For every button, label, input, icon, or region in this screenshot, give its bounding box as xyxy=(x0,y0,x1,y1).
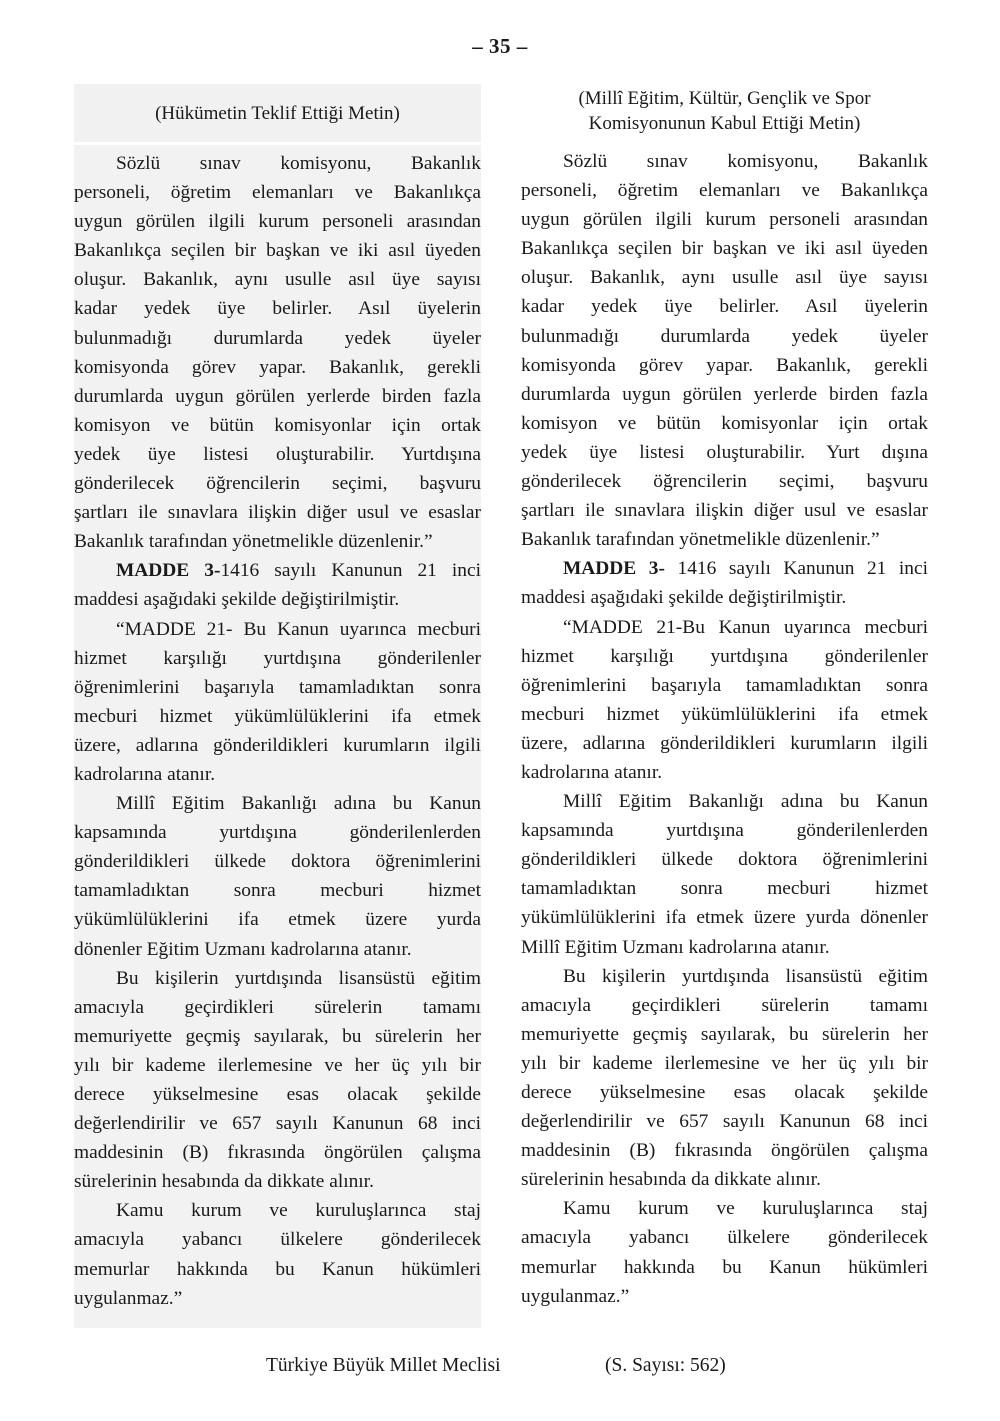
text-line xyxy=(521,1049,928,1078)
text-line xyxy=(521,816,928,845)
line-text: uygun görülen ilgili kurum personeli arasından xyxy=(74,211,481,233)
line-text: komisyon ve bütün komisyonlar için ortak xyxy=(521,412,928,434)
text-line xyxy=(521,1020,928,1049)
line-text: öğrenimlerini başarıyla tamamladıktan sonra xyxy=(74,676,481,698)
text-line xyxy=(74,1022,481,1051)
text-line xyxy=(74,469,481,498)
text-line xyxy=(74,1225,481,1254)
text-line xyxy=(521,1223,928,1252)
text-line xyxy=(74,440,481,469)
line-text: maddesinin (B) fıkrasında öngörülen çalışma xyxy=(521,1140,928,1162)
text-line xyxy=(74,527,481,556)
text-line xyxy=(521,525,928,554)
line-text: derece yükselmesine esas olacak şekilde xyxy=(74,1084,481,1105)
text-line xyxy=(521,467,928,496)
text-line xyxy=(74,935,481,964)
line-text: Millî Eğitim Uzmanı kadrolarına atanır. xyxy=(521,936,830,958)
line-text: derece yükselmesine esas olacak şekilde xyxy=(521,1082,928,1103)
line-text: mecburi hizmet yükümlülüklerini ifa etmek xyxy=(521,703,928,725)
line-text: şartları ile sınavlara ilişkin diğer usul ve esaslar xyxy=(74,502,481,524)
text-line xyxy=(521,380,928,409)
line-text: hizmet karşılığı yurtdışına gönderilenler xyxy=(521,645,928,667)
text-line xyxy=(521,903,928,932)
text-line xyxy=(521,438,928,467)
text-line xyxy=(74,498,481,527)
page-number: – 35 – xyxy=(472,34,528,58)
text-line xyxy=(521,409,928,438)
text-line xyxy=(74,556,481,585)
line-text: komisyonda görev yapar. Bakanlık, gerekli xyxy=(521,354,928,376)
text-line xyxy=(74,1051,481,1080)
text-line xyxy=(521,758,928,787)
line-text: komisyon ve bütün komisyonlar için ortak xyxy=(74,414,481,436)
text-line xyxy=(74,818,481,847)
text-line xyxy=(521,147,928,176)
line-text: 1416 sayılı Kanunun 21 inci xyxy=(220,560,481,582)
line-text: durumlarda uygun görülen yerlerde birden fazla xyxy=(521,383,928,405)
line-text: uygulanmaz.” xyxy=(74,1287,183,1309)
line-text: durumlarda uygun görülen yerlerde birden fazla xyxy=(74,385,481,407)
text-line xyxy=(521,1165,928,1194)
line-text: uygun görülen ilgili kurum personeli arasından xyxy=(521,209,928,231)
line-text: Millî Eğitim Bakanlığı adına bu Kanun xyxy=(116,793,481,815)
line-text: memuriyette geçmiş sayılarak, bu sürelerin her xyxy=(74,1025,481,1047)
line-text: yükümlülüklerini ifa etmek üzere yurda dönenler xyxy=(521,907,928,929)
text-line xyxy=(521,292,928,321)
line-text: tamamladıktan sonra mecburi hizmet xyxy=(521,878,928,900)
line-text: Kamu kurum ve kuruluşlarınca staj xyxy=(116,1200,481,1222)
line-text: amacıyla yabancı ülkelere gönderilecek xyxy=(74,1229,481,1251)
line-text: yedek üye listesi oluşturabilir. Yurtdışına xyxy=(74,443,481,465)
line-text: gönderilecek öğrencilerin seçimi, başvuru xyxy=(74,473,481,495)
line-text: maddesi aşağıdaki şekilde değiştirilmiştir. xyxy=(74,589,400,611)
line-text: tamamladıktan sonra mecburi hizmet xyxy=(74,880,481,902)
line-text: yılı bir kademe ilerlemesine ve her üç yılı bir xyxy=(521,1052,928,1074)
text-line xyxy=(521,351,928,380)
text-line xyxy=(521,874,928,903)
text-line xyxy=(74,760,481,789)
column-body xyxy=(74,149,481,1313)
text-line xyxy=(521,991,928,1020)
text-line xyxy=(521,613,928,642)
text-line xyxy=(74,585,481,614)
text-line xyxy=(74,964,481,993)
column-header-line: Komisyonunun Kabul Ettiği Metin) xyxy=(588,113,861,134)
line-text: kadar yedek üye belirler. Asıl üyelerin xyxy=(521,296,928,318)
line-text: dönenler Eğitim Uzmanı kadrolarına atanır. xyxy=(74,938,412,960)
text-line xyxy=(521,642,928,671)
line-text: maddesinin (B) fıkrasında öngörülen çalışma xyxy=(74,1142,481,1164)
text-line xyxy=(521,1107,928,1136)
line-text: memuriyette geçmiş sayılarak, bu sürelerin her xyxy=(521,1023,928,1045)
text-line xyxy=(521,787,928,816)
committee-text-column xyxy=(521,84,928,1311)
text-line xyxy=(74,411,481,440)
text-line xyxy=(521,1136,928,1165)
line-text: değerlendirilir ve 657 sayılı Kanunun 68 inci xyxy=(521,1111,928,1133)
line-text: kadrolarına atanır. xyxy=(521,761,663,783)
text-line xyxy=(521,729,928,758)
text-line xyxy=(74,1167,481,1196)
text-line xyxy=(521,583,928,612)
line-text: amacıyla geçirdikleri sürelerin tamamı xyxy=(74,996,481,1018)
line-text: gönderilecek öğrencilerin seçimi, başvuru xyxy=(521,471,928,493)
line-text: üzere, adlarına gönderildikleri kurumların ilgili xyxy=(521,732,928,754)
line-text: sürelerinin hesabında da dikkate alınır. xyxy=(74,1171,374,1193)
line-text: kapsamında yurtdışına gönderilenlerden xyxy=(521,820,928,842)
text-line xyxy=(521,1078,928,1107)
text-line xyxy=(74,265,481,294)
line-text: Millî Eğitim Bakanlığı adına bu Kanun xyxy=(563,791,928,813)
text-line xyxy=(74,149,481,178)
text-line xyxy=(74,876,481,905)
column-header-line: (Millî Eğitim, Kültür, Gençlik ve Spor xyxy=(578,88,871,109)
text-line xyxy=(521,496,928,525)
line-text: oluşur. Bakanlık, aynı usulle asıl üye sayısı xyxy=(521,267,928,289)
text-line xyxy=(74,1255,481,1284)
text-line xyxy=(74,382,481,411)
text-line xyxy=(74,353,481,382)
text-line xyxy=(74,1284,481,1313)
text-line xyxy=(521,322,928,351)
text-line xyxy=(521,933,928,962)
text-line xyxy=(521,263,928,292)
line-text: Sözlü sınav komisyonu, Bakanlık xyxy=(563,151,928,172)
text-line xyxy=(521,205,928,234)
text-line xyxy=(74,1109,481,1138)
column-header-line: (Hükümetin Teklif Ettiği Metin) xyxy=(155,102,400,124)
column-body xyxy=(521,147,928,1311)
line-text: yedek üye listesi oluşturabilir. Yurt dışına xyxy=(521,441,928,463)
line-text: “MADDE 21- Bu Kanun uyarınca mecburi xyxy=(116,618,481,640)
text-line xyxy=(74,207,481,236)
line-text: “MADDE 21-Bu Kanun uyarınca mecburi xyxy=(563,616,928,638)
line-text: komisyonda görev yapar. Bakanlık, gerekli xyxy=(74,356,481,378)
text-line xyxy=(521,176,928,205)
text-line xyxy=(521,554,928,583)
government-proposal-column xyxy=(74,84,481,1313)
text-line xyxy=(521,1194,928,1223)
line-text: gönderildikleri ülkede doktora öğrenimlerini xyxy=(521,849,928,871)
text-line xyxy=(74,178,481,207)
text-line xyxy=(74,673,481,702)
text-line xyxy=(74,731,481,760)
line-text: üzere, adlarına gönderildikleri kurumların ilgili xyxy=(74,734,481,756)
line-text: Bakanlıkça seçilen bir başkan ve iki asıl üyeden xyxy=(521,238,928,260)
line-text: şartları ile sınavlara ilişkin diğer usul ve esaslar xyxy=(521,500,928,522)
text-line xyxy=(521,234,928,263)
line-text: Kamu kurum ve kuruluşlarınca staj xyxy=(563,1198,928,1220)
line-text: bulunmadığı durumlarda yedek üyeler xyxy=(74,327,481,349)
line-text: memurlar hakkında bu Kanun hükümleri xyxy=(74,1258,481,1280)
line-text: Bakanlık tarafından yönetmelikle düzenlenir.” xyxy=(74,531,433,553)
line-text: mecburi hizmet yükümlülüklerini ifa etmek xyxy=(74,705,481,727)
line-text: Bakanlıkça seçilen bir başkan ve iki asıl üyeden xyxy=(74,240,481,262)
text-line xyxy=(74,789,481,818)
line-text: kadrolarına atanır. xyxy=(74,763,216,785)
text-line xyxy=(74,1138,481,1167)
line-text: memurlar hakkında bu Kanun hükümleri xyxy=(521,1256,928,1278)
text-line xyxy=(74,702,481,731)
text-line xyxy=(74,1196,481,1225)
text-line xyxy=(521,1253,928,1282)
line-text: Sözlü sınav komisyonu, Bakanlık xyxy=(116,153,481,174)
line-text: Bakanlık tarafından yönetmelikle düzenlenir.” xyxy=(521,529,880,551)
line-text: Bu kişilerin yurtdışında lisansüstü eğitim xyxy=(116,967,481,989)
article-label: MADDE 3- xyxy=(116,560,221,582)
line-text: sürelerinin hesabında da dikkate alınır. xyxy=(521,1169,821,1191)
line-text: hizmet karşılığı yurtdışına gönderilenler xyxy=(74,647,481,669)
text-line xyxy=(521,845,928,874)
text-line xyxy=(74,236,481,265)
text-line xyxy=(74,644,481,673)
line-text: kadar yedek üye belirler. Asıl üyelerin xyxy=(74,298,481,320)
footer-issue-number: (S. Sayısı: 562) xyxy=(605,1355,726,1376)
line-text: maddesi aşağıdaki şekilde değiştirilmiştir. xyxy=(521,587,847,609)
line-text: personeli, öğretim elemanları ve Bakanlıkça xyxy=(521,180,928,202)
text-line xyxy=(74,993,481,1022)
text-line xyxy=(74,324,481,353)
column-header xyxy=(74,84,481,142)
line-text: amacıyla yabancı ülkelere gönderilecek xyxy=(521,1227,928,1249)
text-line xyxy=(74,905,481,934)
text-line xyxy=(521,962,928,991)
text-line xyxy=(521,700,928,729)
text-line xyxy=(521,1282,928,1311)
line-text: amacıyla geçirdikleri sürelerin tamamı xyxy=(521,994,928,1016)
line-text: uygulanmaz.” xyxy=(521,1285,630,1307)
text-line xyxy=(74,294,481,323)
article-label: MADDE 3- xyxy=(563,558,665,580)
line-text: bulunmadığı durumlarda yedek üyeler xyxy=(521,325,928,347)
line-text: 1416 sayılı Kanunun 21 inci xyxy=(664,558,928,580)
column-header xyxy=(521,82,928,140)
text-line xyxy=(74,847,481,876)
footer-institution: Türkiye Büyük Millet Meclisi xyxy=(266,1355,501,1376)
line-text: öğrenimlerini başarıyla tamamladıktan sonra xyxy=(521,674,928,696)
line-text: oluşur. Bakanlık, aynı usulle asıl üye sayısı xyxy=(74,269,481,291)
line-text: yükümlülüklerini ifa etmek üzere yurda xyxy=(74,909,481,931)
line-text: kapsamında yurtdışına gönderilenlerden xyxy=(74,822,481,844)
text-line xyxy=(521,671,928,700)
line-text: yılı bir kademe ilerlemesine ve her üç yılı bir xyxy=(74,1054,481,1076)
text-line xyxy=(74,1080,481,1109)
text-line xyxy=(74,615,481,644)
line-text: değerlendirilir ve 657 sayılı Kanunun 68 inci xyxy=(74,1113,481,1135)
line-text: Bu kişilerin yurtdışında lisansüstü eğitim xyxy=(563,965,928,987)
line-text: personeli, öğretim elemanları ve Bakanlıkça xyxy=(74,182,481,204)
line-text: gönderildikleri ülkede doktora öğrenimlerini xyxy=(74,851,481,873)
